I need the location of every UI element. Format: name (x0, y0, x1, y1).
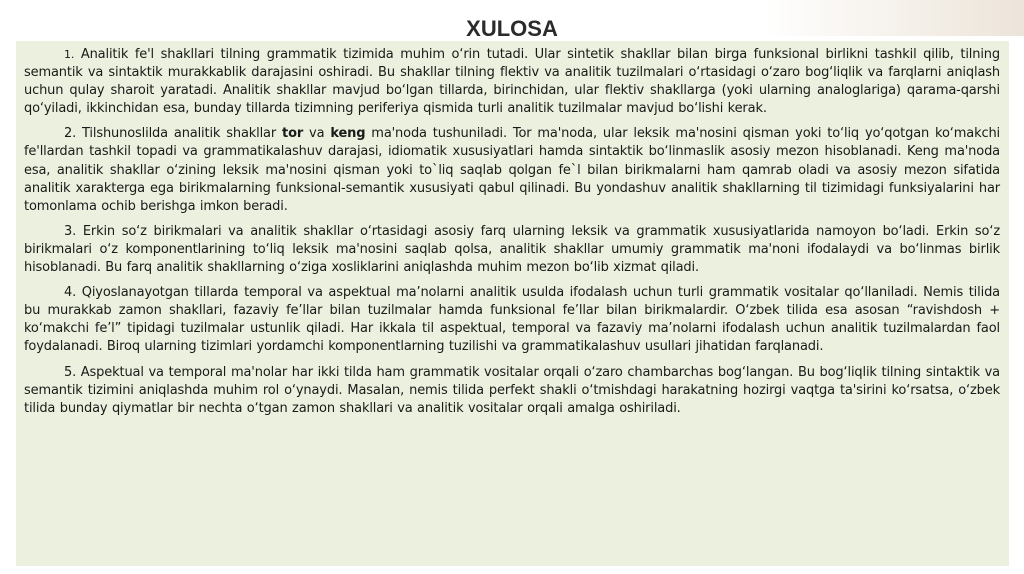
slide-title: XULOSA (466, 16, 558, 41)
paragraph-2-conjunction: va (303, 126, 331, 142)
paragraph-1 (24, 46, 1000, 118)
paragraph-2 (24, 125, 1000, 215)
paragraph-2-term-keng: keng (330, 126, 366, 142)
paragraph-3: 3. Erkin so‘z birikmalari va analitik shakllar o‘rtasidagi asosiy farq ularning leksik va grammatik xususiyatlarida namoyon bo‘ladi. Erkin so‘z birikmalari o‘z komponentlarining to‘liq leksik ma'nosini saqlab qolsa, analitik shakllar umumiy grammatik ma'noni ifodalaydi va bo‘linmas birlik hisoblanadi. Bu farq analitik shakllarning o‘ziga xosliklarini aniqlashda muhim mezon bo‘lib xizmat qiladi. (24, 223, 1000, 276)
paragraph-5: 5. Aspektual va temporal ma'nolar har ikki tilda ham grammatik vositalar orqali o‘zaro chambarchas bog‘langan. Bu bog‘liqlik tilning sintaktik va semantik tizimini aniqlashda muhim rol o‘ynaydi. Masalan, nemis tilida perfekt shakli o‘tmishdagi harakatning hozirgi vaqtga ta'sirini ko‘rsatsa, o‘zbek tilida bunday qiymatlar bir nechta o‘tgan zamon shakllari va analitik vositalar orqali amalga oshiriladi. (24, 364, 1000, 416)
paragraph-1-number: 1. (64, 48, 75, 61)
paragraph-1-text: Analitik fe'l shakllari tilning grammatik tizimida muhim o‘rin tutadi. Ular sintetik shakllar bilan birga funksional birlikni tashkil qilib, tilning semantik va sintaktik murakkablik darajasini oshiradi. Bu shakllar tilning flektiv va analitik tuzilmalari o‘rtasidagi o‘zaro bog‘liqlik va farqlarni aniqlash uchun qulay sharoit yaratadi. Analitik shakllar mavjud bo‘lgan tillarda, birinchidan, ular flektiv shakllarga (yoki ularning analoglariga) qarama-qarshi qo‘yiladi, ikkinchidan esa, bunday tillarda tizimning periferiya qismida turli analitik tuzilmalar mavjud bo‘lishi kerak. (24, 47, 1000, 117)
paragraph-4: 4. Qiyoslanayotgan tillarda temporal va aspektual ma’nolarni analitik usulda ifodalash uchun turli grammatik vositalar qo‘llaniladi. Nemis tilida bu murakkab zamon shakllari, fazaviy fe’llar bilan tuzilmalar hamda funksional fe’llar bilan birikmalardir. O‘zbek tilida esa asosan “ravishdosh + ko‘makchi fe’l” tipidagi tuzilmalar ustunlik qiladi. Har ikkala til aspektual, temporal va fazaviy ma’nolarni ifodalash uchun analitik tuzilmalardan faol foydalanadi. Biroq ularning tizimlari yordamchi komponentlarning tuzilishi va grammatikalashuv usullari jihatidan farqlanadi. (24, 285, 1000, 355)
conclusion-text-box (16, 41, 1009, 566)
paragraph-2-text: ma'noda tushuniladi. Tor ma'noda, ular leksik ma'nosini qisman yoki to‘liq yo‘qotgan ko‘makchi fe'llardan tashkil topadi va grammatikalashuv darajasi, idiomatik xususiyatlari hamda sintaktik bo‘linmaslik asosiy mezon hisoblanadi. Keng ma'noda esa, analitik shakllar o‘zining leksik ma'nosini qisman yoki to`liq saqlab qolgan fe`l bilan birikmalarni ham qamrab oladi va asosiy mezon sifatida analitik xarakterga ega birikmalarning funksional-semantik xususiyati qabul qilinadi. Bu yondashuv analitik shakllarning til tizimidagi funksiyalarini har tomonlama ochib berishga imkon beradi. (24, 126, 1001, 214)
paragraph-2-term-tor: tor (282, 126, 304, 142)
paragraph-2-lead: 2. Tilshunoslilda analitik shakllar (64, 126, 282, 142)
